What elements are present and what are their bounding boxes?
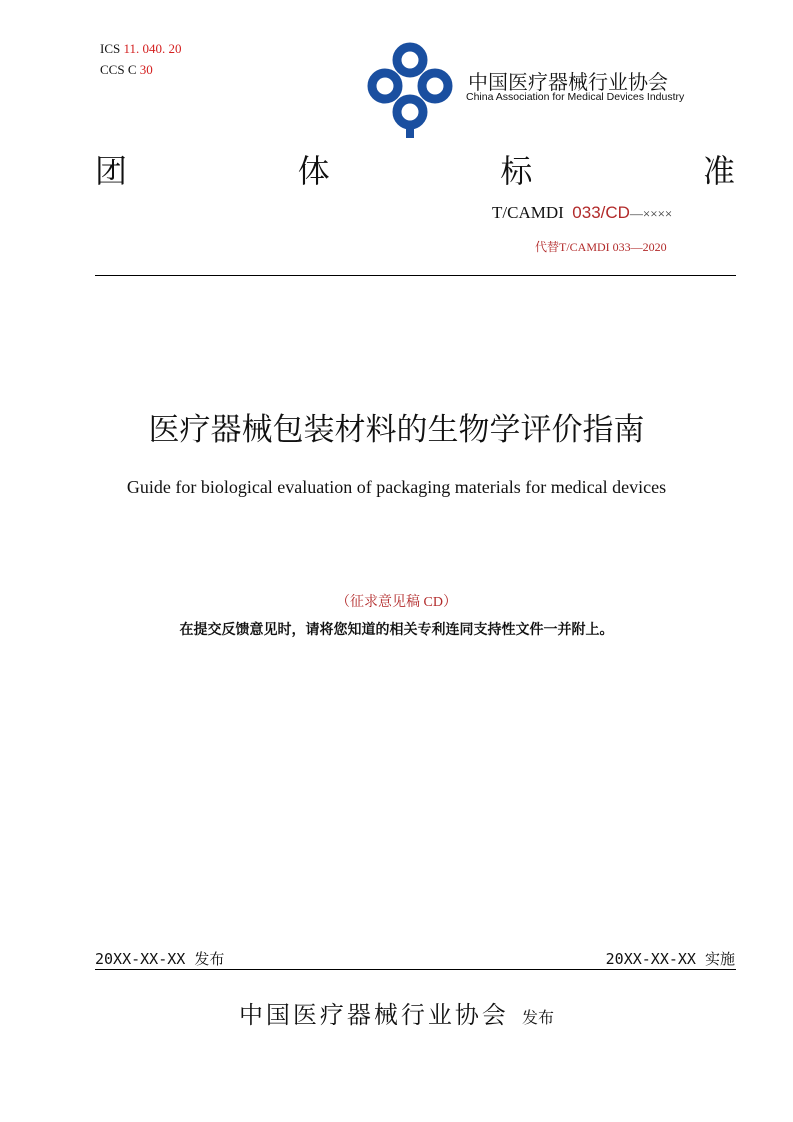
logo-org-name-cn: 中国医疗器械行业协会 xyxy=(468,70,668,94)
ccs-code xyxy=(100,62,153,78)
standard-number-value: 033/CD xyxy=(572,203,630,222)
header-divider xyxy=(95,275,736,276)
ics-value: 11. 040. 20 xyxy=(123,41,182,56)
implement-date: 20XX-XX-XX 实施 xyxy=(605,950,735,968)
standard-type-char: 准 xyxy=(702,152,735,190)
publisher-name: 中国医疗器械行业协会 xyxy=(238,1001,509,1029)
knot-logo-icon xyxy=(355,38,465,138)
standard-type xyxy=(95,146,735,192)
ccs-value: 30 xyxy=(139,62,153,77)
publisher-action: 发布 xyxy=(522,1008,555,1027)
title-en: Guide for biological evaluation of packaging materials for medical devices xyxy=(126,477,667,497)
standard-number xyxy=(492,203,672,223)
standard-suffix: —×××× xyxy=(629,206,673,221)
replaces-standard: 代替T/CAMDI 033—2020 xyxy=(535,240,667,254)
logo-org-name-en: China Association for Medical Devices Industry xyxy=(466,91,685,103)
standard-type-char: 标 xyxy=(500,152,533,190)
patent-notice: 在提交反馈意见时，请将您知道的相关专利连同支持性文件一并附上。 xyxy=(179,622,614,638)
title-cn: 医疗器械包装材料的生物学评价指南 xyxy=(148,412,645,448)
publisher xyxy=(0,995,793,1030)
draft-label: （征求意见稿 CD） xyxy=(336,595,457,610)
ics-code xyxy=(100,41,182,57)
footer-divider xyxy=(95,969,736,970)
ics-label: ICS xyxy=(100,41,121,56)
ccs-label: CCS C xyxy=(100,62,137,77)
publish-date: 20XX-XX-XX 发布 xyxy=(95,950,225,968)
standard-type-char: 体 xyxy=(297,152,330,190)
standard-type-char: 团 xyxy=(95,152,128,190)
standard-prefix: T/CAMDI xyxy=(492,203,564,222)
